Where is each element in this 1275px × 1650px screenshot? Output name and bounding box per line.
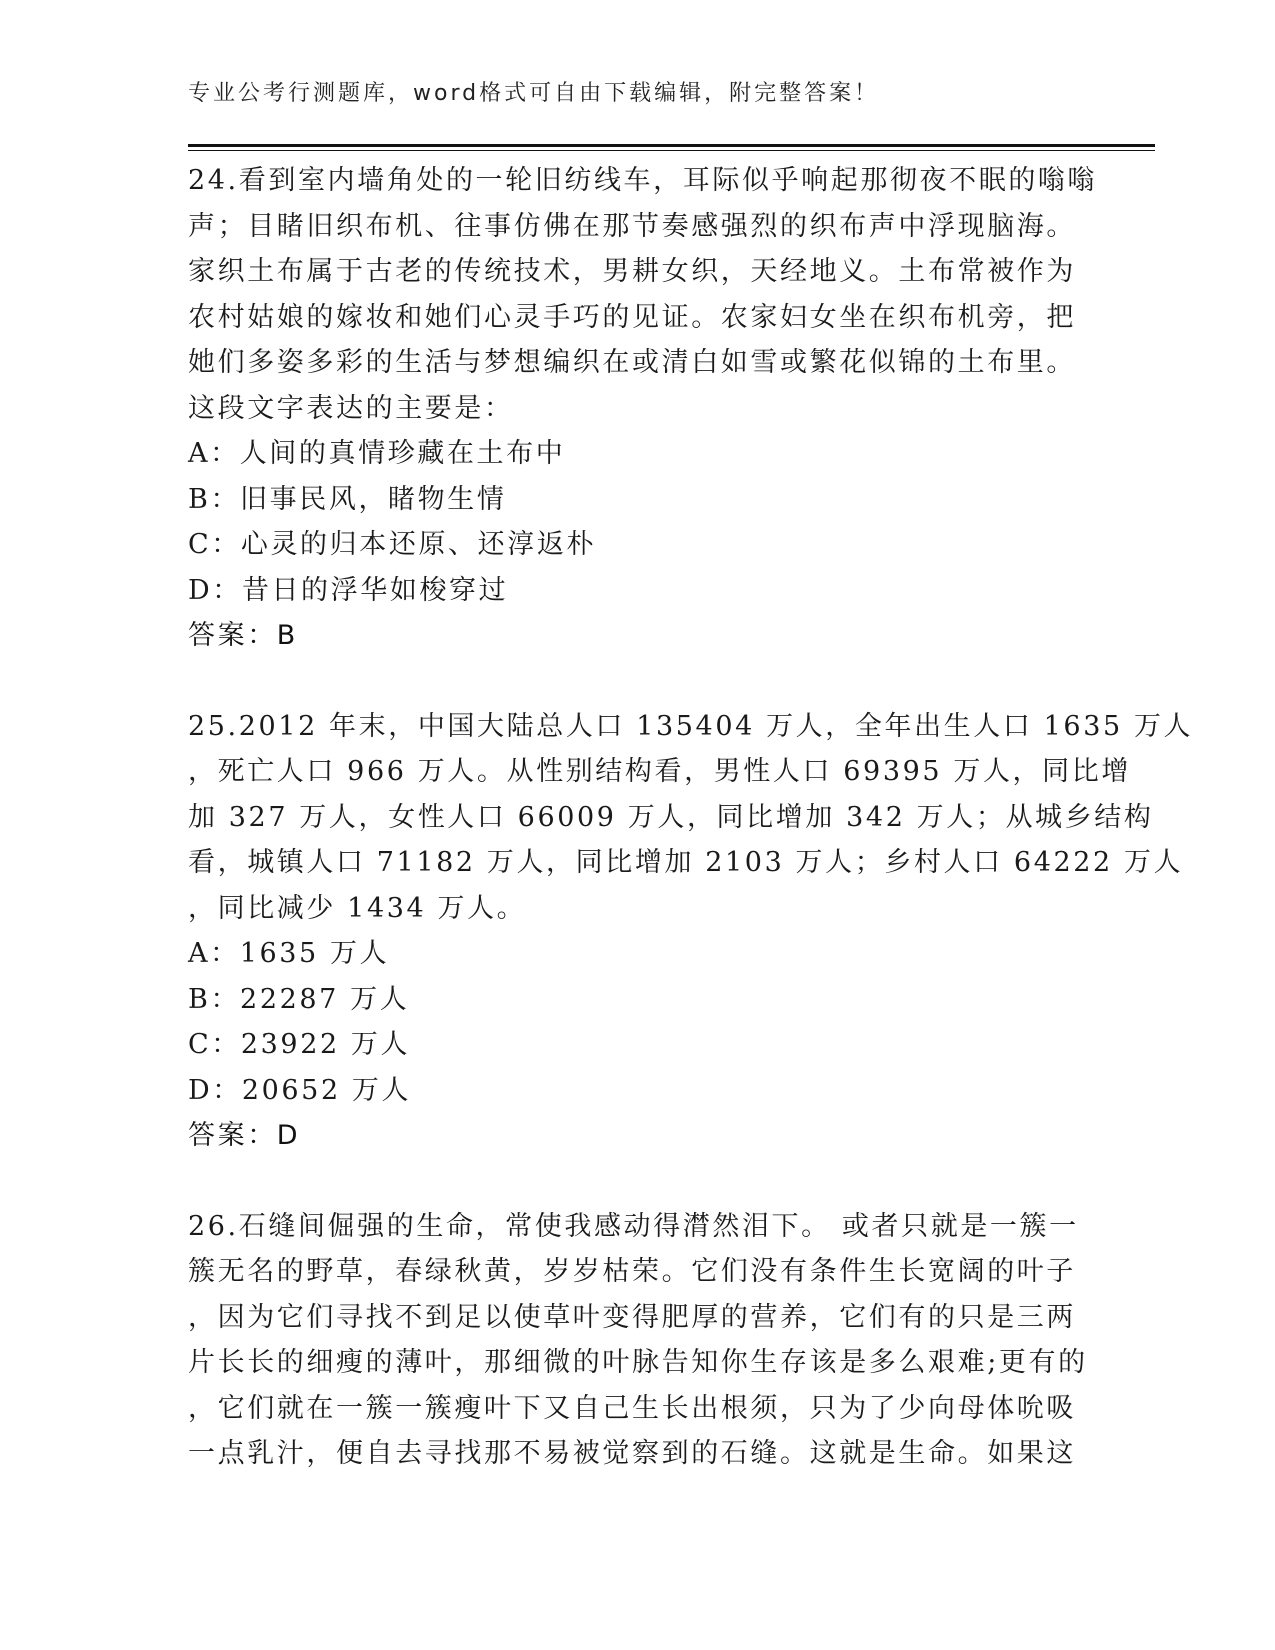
- question-line: 25.2012 年末，中国大陆总人口 135404 万人，全年出生人口 1635 万人: [188, 710, 1194, 742]
- option-b: B：旧事民风，睹物生情: [188, 483, 507, 515]
- question-line: 家织土布属于古老的传统技术，男耕女织，天经地义。土布常被作为: [188, 256, 1076, 287]
- option-c: C：23922 万人: [188, 1029, 411, 1060]
- question-line: 看，城镇人口 71182 万人，同比增加 2103 万人；乡村人口 64222 万人: [188, 847, 1184, 878]
- question-24: [188, 158, 1098, 659]
- question-line: 她们多姿多彩的生活与梦想编织在或清白如雪或繁花似锦的土布里。: [188, 347, 1076, 378]
- question-line: ，死亡人口 966 万人。从性别结构看，男性人口 69395 万人，同比增: [188, 756, 1131, 787]
- question-line: ，同比减少 1434 万人。: [188, 892, 527, 924]
- question-line: 这段文字表达的主要是：: [188, 392, 514, 424]
- option-a: A：人间的真情珍藏在土布中: [188, 438, 566, 469]
- question-line: 片长长的细瘦的薄叶，那细微的叶脉告知你生存该是多么艰难;更有的: [188, 1347, 1088, 1378]
- question-text: [188, 158, 1098, 431]
- option-c: C：心灵的归本还原、还淳返朴: [188, 529, 597, 560]
- question-line: 簇无名的野草，春绿秋黄，岁岁枯荣。它们没有条件生长宽阔的叶子: [188, 1256, 1076, 1287]
- answer: 答案：D: [188, 1120, 301, 1151]
- question-line: ，因为它们寻找不到足以使草叶变得肥厚的营养，它们有的只是三两: [188, 1301, 1076, 1333]
- question-list: [188, 158, 1194, 1477]
- answer: 答案：B: [188, 620, 298, 651]
- question-line: 加 327 万人，女性人口 66009 万人，同比增加 342 万人；从城乡结构: [188, 801, 1154, 833]
- option-b: B：22287 万人: [188, 983, 410, 1015]
- question-line: 声；目睹旧织布机、往事仿佛在那节奏感强烈的织布声中浮现脑海。: [188, 210, 1076, 242]
- option-d: D：20652 万人: [188, 1074, 412, 1106]
- question-25: [188, 704, 1194, 1159]
- question-line: 农村姑娘的嫁妆和她们心灵手巧的见证。农家妇女坐在织布机旁，把: [188, 301, 1076, 333]
- header-rule-thin: [188, 150, 1155, 151]
- question-spacer: [188, 659, 1088, 704]
- question-text: [188, 704, 1194, 932]
- question-line: 26.石缝间倔强的生命，常使我感动得潸然泪下。 或者只就是一簇一: [188, 1210, 1079, 1242]
- question-26: [188, 1204, 1088, 1477]
- page-header: 专业公考行测题库，word格式可自由下载编辑，附完整答案！: [188, 81, 880, 106]
- question-line: ，它们就在一簇一簇瘦叶下又自己生长出根须，只为了少向母体吮吸: [188, 1392, 1076, 1424]
- question-line: 一点乳汁，便自去寻找那不易被觉察到的石缝。这就是生命。如果这: [188, 1438, 1076, 1469]
- question-line: 24.看到室内墙角处的一轮旧纺线车，耳际似乎响起那彻夜不眠的嗡嗡: [188, 165, 1098, 196]
- question-text: [188, 1204, 1088, 1477]
- option-a: A：1635 万人: [188, 938, 390, 969]
- option-d: D：昔日的浮华如梭穿过: [188, 574, 509, 606]
- question-spacer: [188, 1159, 1088, 1204]
- header-rule-thick: [188, 144, 1155, 147]
